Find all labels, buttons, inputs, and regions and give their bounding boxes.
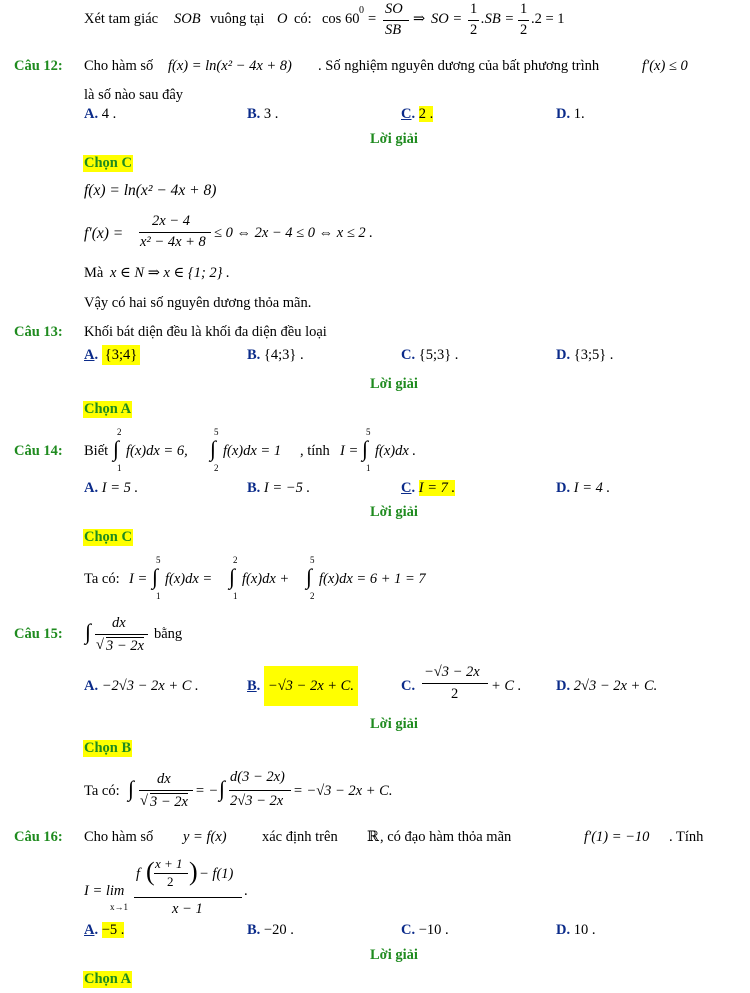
integral-sign: ∫ (306, 564, 313, 589)
option-letter: A. (84, 678, 99, 694)
q12-step2-lhs: f′(x) = (84, 225, 124, 242)
q14-tinh: , tính (300, 443, 330, 459)
q14-wb3-lo: 2 (310, 591, 315, 601)
q11-one-b: 1 (520, 1, 528, 17)
q13-solution-heading: Lời giải (370, 376, 418, 392)
q15-work-n2: d(3 − 2x) (230, 769, 285, 785)
q16-option-c[interactable] (401, 922, 449, 939)
q14-wb2-up: 2 (233, 555, 238, 565)
option-value: {3;4} (102, 345, 140, 365)
q13-answer: Chọn A (84, 401, 132, 417)
q13-option-c[interactable] (401, 347, 458, 364)
q14-integral-3: f(x)dx . (375, 443, 417, 459)
q14-option-d[interactable] (556, 480, 610, 497)
q12-answer: Chọn C (84, 155, 132, 171)
q15-num: dx (112, 615, 126, 631)
q12-solution-heading: Lời giải (370, 131, 418, 147)
option-value: −5 . (101, 922, 125, 938)
q11-dotsb: .SB = (481, 11, 515, 27)
paren-left: ( (146, 857, 155, 886)
option-value: 4 . (101, 106, 117, 122)
option-letter: B (247, 678, 257, 694)
q16-t4: . Tính (669, 829, 704, 845)
q12-label: Câu 12: (14, 58, 63, 74)
q11-cos: cos 60 (322, 11, 360, 27)
q16-period: . (244, 883, 248, 899)
q11-frac-bar-3 (518, 20, 529, 21)
q14-I: I = (340, 443, 359, 459)
q15-work-d2: 2√3 − 2x (230, 793, 284, 809)
q14-answer: Chọn C (84, 529, 132, 545)
q16-option-b[interactable] (247, 922, 294, 939)
q11-one: 1 (470, 1, 478, 17)
option-letter: A. (84, 106, 99, 122)
q16-main-bar (134, 897, 242, 898)
option-value: 10 . (573, 922, 596, 938)
q14-b2-lo: 2 (214, 463, 219, 473)
q14-work-p1: f(x)dx = (165, 571, 213, 587)
q12-option-d[interactable] (556, 106, 585, 123)
q12-step2-num: 2x − 4 (152, 213, 190, 229)
option-letter: C. (401, 922, 416, 938)
q14-option-b[interactable] (247, 480, 310, 497)
q14-wb3-up: 5 (310, 555, 315, 565)
option-letter: D. (556, 480, 571, 496)
q15-option-b-correct[interactable] (247, 678, 358, 695)
option-value: −10 . (418, 922, 449, 938)
q12-option-a[interactable] (84, 106, 116, 123)
q15-work-d1: 3 − 2x (150, 794, 188, 810)
option-letter: B. (247, 480, 261, 496)
q16-label: Câu 16: (14, 829, 63, 845)
integral-sign: ∫ (229, 564, 236, 589)
q14-option-a[interactable] (84, 480, 138, 497)
option-dot: . (411, 106, 416, 122)
q15-label: Câu 15: (14, 626, 63, 642)
q12-step3-math: x ∈ N ⇒ x ∈ {1; 2} . (110, 265, 230, 281)
q16-frac-den: 2 (167, 874, 174, 889)
q16-minus: − f(1) (199, 866, 234, 882)
q12-step2-den: x² − 4x + 8 (140, 234, 206, 250)
option-value: 3 . (263, 106, 279, 122)
q12-step2-bar (139, 232, 211, 233)
q15-option-c-bar (422, 683, 488, 684)
q16-t2: xác định trên (262, 829, 338, 845)
q16-solution-heading: Lời giải (370, 947, 418, 963)
q12-ineq: f′(x) ≤ 0 (642, 58, 688, 74)
q15-option-c-num: −√3 − 2x (424, 664, 480, 680)
option-value: 2 . (418, 106, 434, 122)
option-value: I = −5 . (263, 480, 311, 496)
q15-option-c-den: 2 (451, 686, 459, 702)
option-value: I = 7 . (418, 480, 456, 496)
q14-work-p3: f(x)dx = 6 + 1 = 7 (319, 571, 426, 587)
q15-frac-bar (95, 634, 148, 635)
q13-option-b[interactable] (247, 347, 304, 364)
q16-answer: Chọn A (84, 971, 132, 987)
q14-b3-lo: 1 (366, 463, 371, 473)
q12-step1: f(x) = ln(x² − 4x + 8) (84, 182, 217, 199)
integral-sign: ∫ (362, 436, 369, 461)
option-dot: . (411, 480, 416, 496)
q14-label: Câu 14: (14, 443, 63, 459)
q13-option-d[interactable] (556, 347, 613, 364)
option-value: −20 . (263, 922, 294, 938)
q11-triangle: SOB (174, 11, 201, 27)
integral-sign: ∫ (85, 619, 92, 644)
q16-option-d[interactable] (556, 922, 595, 939)
q15-option-a[interactable] (84, 678, 199, 695)
q16-cond: f′(1) = −10 (584, 829, 650, 845)
q13-option-a-correct[interactable] (84, 347, 140, 364)
option-letter: A. (84, 480, 99, 496)
q14-b2-up: 5 (214, 427, 219, 437)
q11-mid: vuông tại (210, 11, 265, 27)
q11-eq: = (368, 11, 377, 27)
q12-line2: là số nào sau đây (84, 87, 184, 103)
q14-integral-1: f(x)dx = 6, (126, 443, 188, 459)
option-value: I = 4 . (573, 480, 611, 496)
q13-label: Câu 13: (14, 324, 63, 340)
integral-sign: ∫ (128, 776, 135, 801)
sqrt-sign: √ (96, 637, 104, 653)
q11-co: có: (294, 11, 312, 27)
q14-b1-up: 2 (117, 427, 122, 437)
q14-wb1-up: 5 (156, 555, 161, 565)
option-value: {4;3} . (263, 347, 304, 363)
q16-t3: , có đạo hàm thỏa mãn (380, 829, 512, 845)
option-letter: B. (247, 347, 261, 363)
q13-text: Khối bát diện đều là khối đa diện đều loại (84, 324, 327, 340)
option-value: −2√3 − 2x + C . (101, 678, 199, 694)
option-letter: D. (556, 922, 571, 938)
q11-implies: ⇒ (413, 11, 426, 27)
q15-work-eq1: = − (195, 783, 219, 799)
option-letter: D. (556, 347, 571, 363)
q16-R: ℝ (367, 829, 380, 845)
q16-y: y = f(x) (183, 829, 227, 845)
q15-work-bar2 (229, 790, 291, 791)
q15-option-c-tail: + C . (491, 678, 522, 694)
option-value: 1. (573, 106, 585, 122)
q15-answer: Chọn B (84, 740, 132, 756)
q12-conclusion: Vậy có hai số nguyên dương thỏa mãn. (84, 295, 312, 311)
q12-option-b[interactable] (247, 106, 278, 123)
option-letter: B. (247, 106, 261, 122)
q16-text: Cho hàm số (84, 829, 154, 845)
paren-right: ) (189, 857, 198, 886)
option-letter: C (401, 106, 412, 122)
q16-lim-sub: x→1 (110, 902, 128, 912)
q15-solution-heading: Lời giải (370, 716, 418, 732)
q15-work-eq2: = −√3 − 2x + C. (293, 783, 393, 799)
q15-bang: bằng (154, 626, 183, 642)
option-value: −√3 − 2x + C. (264, 666, 358, 706)
q11-prefix: Xét tam giác (84, 11, 159, 27)
q11-point: O (277, 11, 288, 27)
q11-end: .2 = 1 (531, 11, 565, 27)
q14-work-I: I = (129, 571, 148, 587)
q16-fa: f (136, 866, 141, 882)
q11-sb-den: SB (385, 22, 402, 38)
option-letter: C. (401, 347, 416, 363)
q11-frac-bar (383, 20, 409, 21)
option-letter: C (401, 480, 412, 496)
q15-option-c[interactable] (401, 678, 415, 695)
q12-step2-rhs: ≤ 0 ⇔ 2x − 4 ≤ 0 ⇔ x ≤ 2 . (214, 225, 373, 241)
integral-sign: ∫ (113, 436, 120, 461)
q14-option-c-correct[interactable] (401, 480, 455, 497)
option-value: {5;3} . (418, 347, 459, 363)
option-letter: C. (401, 678, 416, 694)
q11-so-eq: SO = (431, 11, 463, 27)
q14-integral-2: f(x)dx = 1 (223, 443, 282, 459)
q16-option-a-correct[interactable] (84, 922, 124, 939)
option-dot: . (94, 347, 99, 363)
option-letter: D. (556, 678, 571, 694)
q15-den: 3 − 2x (106, 638, 144, 654)
q16-frac-num: x + 1 (155, 856, 183, 871)
sqrt-sign: √ (140, 793, 148, 809)
option-value: I = 5 . (101, 480, 139, 496)
q12-step3-text: Mà (84, 265, 104, 281)
q14-wb1-lo: 1 (156, 591, 161, 601)
option-letter: A (84, 922, 95, 938)
q14-work-p2: f(x)dx + (242, 571, 290, 587)
integral-sign: ∫ (219, 776, 226, 801)
option-dot: . (256, 678, 261, 694)
q11-deg: 0 (359, 5, 364, 16)
q12-func: f(x) = ln(x² − 4x + 8) (168, 58, 292, 74)
option-value: {3;5} . (573, 347, 614, 363)
q12-text2: . Số nghiệm nguyên dương của bất phương trình (318, 58, 600, 74)
q14-work-taco: Ta có: (84, 571, 120, 587)
q11-so-num: SO (385, 1, 403, 17)
option-value: 2√3 − 2x + C. (573, 678, 658, 694)
q15-option-d[interactable] (556, 678, 657, 695)
q14-solution-heading: Lời giải (370, 504, 418, 520)
integral-sign: ∫ (210, 436, 217, 461)
option-dot: . (94, 922, 99, 938)
q12-option-c-correct[interactable] (401, 106, 433, 123)
q14-b3-up: 5 (366, 427, 371, 437)
q11-two-b: 2 (520, 22, 528, 38)
q16-den: x − 1 (172, 901, 203, 917)
option-letter: D. (556, 106, 571, 122)
q14-wb2-lo: 1 (233, 591, 238, 601)
integral-sign: ∫ (152, 564, 159, 589)
q12-text: Cho hàm số (84, 58, 154, 74)
q15-work-bar1 (139, 790, 193, 791)
q16-I: I = lim (84, 883, 125, 899)
q14-b1-lo: 1 (117, 463, 122, 473)
q11-two: 2 (470, 22, 478, 38)
q15-work-taco: Ta có: (84, 783, 120, 799)
option-letter: B. (247, 922, 261, 938)
q15-work-n1: dx (157, 771, 171, 787)
q11-frac-bar-2 (468, 20, 479, 21)
q14-text: Biết (84, 443, 109, 459)
option-letter: A (84, 347, 95, 363)
